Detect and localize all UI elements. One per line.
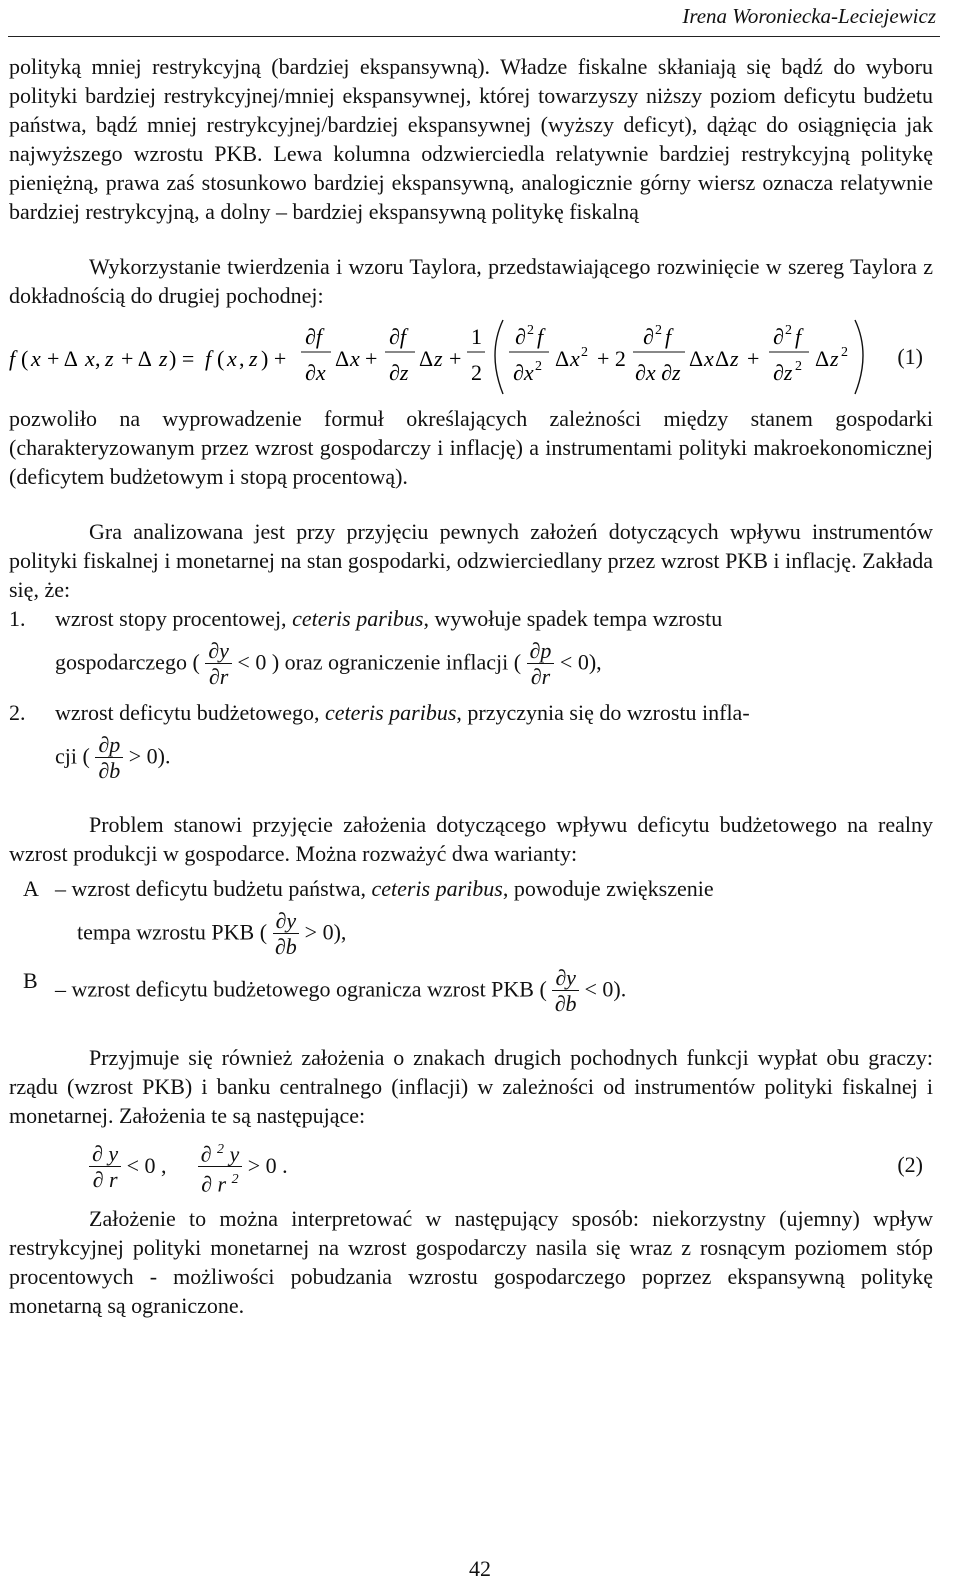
assumption-1 <box>9 604 933 690</box>
svg-text:+ Δ: + Δ <box>47 346 78 371</box>
variant-a <box>9 874 933 960</box>
paragraph-2: Wykorzystanie twierdzenia i wzoru Taylora, przedstawiającego rozwinięcie w szereg Taylora z dokładnością do drugiej pochodnej: <box>9 254 933 308</box>
dy-db-fraction-a: $\frac{\partial y}{\partial b}$ <box>273 909 300 960</box>
svg-text:f: f <box>205 346 212 371</box>
assumption-2-text: wzrost deficytu budżetowego, <box>55 700 320 725</box>
svg-text:x: x <box>85 346 95 371</box>
svg-text:∂z: ∂z <box>773 360 793 385</box>
svg-text:) +: ) + <box>261 346 287 371</box>
equation-number-2: (2) <box>897 1152 923 1177</box>
svg-text:(: ( <box>217 346 225 371</box>
variant-a-line2-a: tempa wzrostu PKB ( <box>77 919 268 945</box>
variant-b-text: – wzrost deficytu budżetowego ogranicza wzrost PKB ( <box>55 976 547 1002</box>
svg-text:z: z <box>249 346 258 371</box>
svg-text:+ 2: + 2 <box>597 346 626 371</box>
equation-number-1: (1) <box>897 344 923 369</box>
svg-text:z: z <box>830 346 839 371</box>
gt-zero-3: > 0 . <box>247 1152 288 1178</box>
dp-db-fraction: $\frac{\partial p}{\partial b}$ <box>95 733 123 784</box>
paragraph-5: Problem stanowi przyjęcie założenia dotyczącego wpływu deficytu budżetowego na realny wzrost produkcji w gospodarce. Można rozważyć dwa warianty: <box>9 812 933 866</box>
svg-text:2: 2 <box>795 359 802 374</box>
svg-text:z: z <box>730 346 739 371</box>
svg-text:+: + <box>449 346 462 371</box>
svg-text:∂f: ∂f <box>305 324 322 349</box>
variant-a-text-end: , powoduje zwiększenie <box>502 876 714 901</box>
second-derivative-formula <box>89 1138 288 1198</box>
dy-dr-fraction: $\frac{\partial y}{\partial r}$ <box>205 639 232 690</box>
paragraph-3: pozwoliło na wyprowadzenie formuł określających zależności między stanem gospodarki (charakteryzowanym przez wzrost gospodarczy i inflację) a instrumentami polityki makroekonomicznej (deficytem budżetowym i stopą procentową). <box>9 406 933 489</box>
svg-text:Δ: Δ <box>335 346 350 371</box>
running-header: Irena Woroniecka-Leciejewicz <box>682 4 936 28</box>
svg-text:2: 2 <box>527 323 534 338</box>
paragraph-7: Założenie to można interpretować w następujący sposób: niekorzystny (ujemny) wpływ restrykcyjnej polityki monetarnej na wzrost gospodarczy nasila się wraz z rosnącym poziomem stóp procentowych - możliwości pobudzania wzrostu gospodarczego poprzez ekspansywną politykę monetarną są ograniczone. <box>9 1206 933 1318</box>
gt-zero-1: > 0 <box>128 743 158 769</box>
svg-text:f: f <box>795 324 802 349</box>
svg-text:z: z <box>434 346 443 371</box>
body-text <box>9 52 933 1320</box>
svg-text:+ Δ: + Δ <box>121 346 152 371</box>
svg-text:∂x: ∂x <box>513 360 534 385</box>
svg-text:Δ: Δ <box>815 346 830 371</box>
variant-a-label: A <box>23 876 39 901</box>
svg-text:2: 2 <box>535 359 542 374</box>
assumption-2-text-end: , przyczynia się do wzrostu infla- <box>456 700 750 725</box>
assumption-2-italic: ceteris paribus <box>325 700 457 725</box>
paragraph-1: polityką mniej restrykcyjną (bardziej ekspansywną). Władze fiskalne skłaniają się bądź do wyboru polityki bardziej restrykcyjnej/mniej ekspansywnej, której towarzyszy niższy poziom deficytu budżetu państwa, bądź mniej restrykcyjnej/bardziej ekspansywnej (wyższy deficyt), dążąc do osiągnięcia jak najwyższego wzrostu PKB. Lewa kolumna odzwierciedla relatywnie bardziej restrykcyjną politykę pieniężną, prawa zaś stosunkowo bardziej ekspansywną, analogicznie górny wiersz oznacza relatywnie bardziej restrykcyjną, a dolny – bardziej ekspansywną politykę fiskalną <box>9 54 933 224</box>
svg-text:∂: ∂ <box>773 324 784 349</box>
d2y-dr2-fraction: $\frac{\partial ^2 y}{\partial r ^2}$ <box>198 1138 243 1198</box>
svg-text:2: 2 <box>655 323 662 338</box>
svg-text:Δ: Δ <box>555 346 570 371</box>
taylor-equation-svg <box>9 314 933 404</box>
paragraph-6: Przyjmuje się również założenia o znakach drugich pochodnych funkcji wypłat obu graczy: rządu (wzrost PKB) i banku centralnego (inflacji) w zależności od instrumentów polityki fiskalnej i monetarnej. Założenia te są następujące: <box>9 1045 933 1128</box>
svg-text:2: 2 <box>785 323 792 338</box>
taylor-equation <box>9 314 933 404</box>
svg-text:Δ: Δ <box>715 346 730 371</box>
header-rule <box>8 36 940 37</box>
dp-dr-fraction: $\frac{\partial p}{\partial r}$ <box>527 639 555 690</box>
svg-text:,: , <box>239 346 245 371</box>
svg-text:x: x <box>704 346 714 371</box>
assumption-2 <box>9 698 933 784</box>
svg-text:1: 1 <box>471 324 482 349</box>
svg-text:Δ: Δ <box>419 346 434 371</box>
svg-text:∂x ∂z: ∂x ∂z <box>635 360 681 385</box>
variant-a-italic: ceteris paribus <box>371 876 503 901</box>
assumption-1-line2-a: gospodarczego ( <box>55 649 200 675</box>
variant-a-line2-b: ), <box>333 919 347 945</box>
svg-text:x: x <box>350 346 360 371</box>
assumption-1-number: 1. <box>9 606 26 631</box>
svg-text:f: f <box>665 324 672 349</box>
svg-text:∂: ∂ <box>643 324 654 349</box>
svg-text:2: 2 <box>841 345 848 360</box>
svg-text:x: x <box>570 346 580 371</box>
dy-dr-fraction-2: $\frac{\partial y}{\partial r}$ <box>89 1142 121 1193</box>
svg-text:∂z: ∂z <box>389 360 409 385</box>
assumption-2-line2 <box>55 733 933 784</box>
assumption-1-italic: ceteris paribus <box>292 606 424 631</box>
svg-text:f: f <box>9 346 16 371</box>
assumption-1-line2 <box>55 639 933 690</box>
assumption-1-line2-b: ) oraz ograniczenie inflacji ( <box>271 649 522 675</box>
assumption-2-line2-b: ). <box>157 743 171 769</box>
assumption-1-line2-c: ), <box>588 649 602 675</box>
svg-text:∂f: ∂f <box>389 324 406 349</box>
svg-text:Δ: Δ <box>689 346 704 371</box>
svg-text:∂: ∂ <box>515 324 526 349</box>
assumption-1-text-end: , wywołuje spadek tempa wzrostu <box>423 606 723 631</box>
assumption-1-text: wzrost stopy procentowej, <box>55 606 287 631</box>
lt-zero-1: < 0 <box>237 649 267 675</box>
svg-text:∂x: ∂x <box>305 360 326 385</box>
variant-a-text: – wzrost deficytu budżetu państwa, <box>55 876 366 901</box>
svg-text:+: + <box>365 346 378 371</box>
dy-db-fraction-b: $\frac{\partial y}{\partial b}$ <box>552 966 579 1017</box>
variant-b-text-end: ). <box>613 976 627 1002</box>
variant-b <box>9 966 933 1017</box>
gt-zero-2: > 0 <box>304 919 334 945</box>
lt-zero-3: < 0 <box>584 976 614 1002</box>
svg-text:,: , <box>95 346 101 371</box>
paragraph-4: Gra analizowana jest przy przyjęciu pewnych założeń dotyczących wpływu instrumentów polityki fiskalnej i monetarnej na stan gospodarki, odzwierciedlany przez wzrost PKB i inflację. Zakłada się, że: <box>9 519 933 602</box>
svg-text:2: 2 <box>581 345 588 360</box>
lt-zero-2: < 0 <box>559 649 589 675</box>
svg-text:x: x <box>31 346 41 371</box>
svg-text:x: x <box>227 346 237 371</box>
svg-text:) =: ) = <box>169 346 195 371</box>
variant-a-line2 <box>55 909 933 960</box>
svg-text:z: z <box>105 346 114 371</box>
variant-b-label: B <box>23 968 38 993</box>
svg-text:+: + <box>747 346 760 371</box>
second-derivative-equation <box>9 1134 933 1197</box>
svg-text:(: ( <box>21 346 29 371</box>
svg-text:f: f <box>537 324 544 349</box>
lt-zero-4: < 0 , <box>126 1152 167 1178</box>
assumption-2-number: 2. <box>9 700 26 725</box>
page-number: 42 <box>469 1556 491 1581</box>
svg-text:z: z <box>159 346 168 371</box>
svg-text:2: 2 <box>471 360 482 385</box>
assumption-2-line2-a: cji ( <box>55 743 90 769</box>
